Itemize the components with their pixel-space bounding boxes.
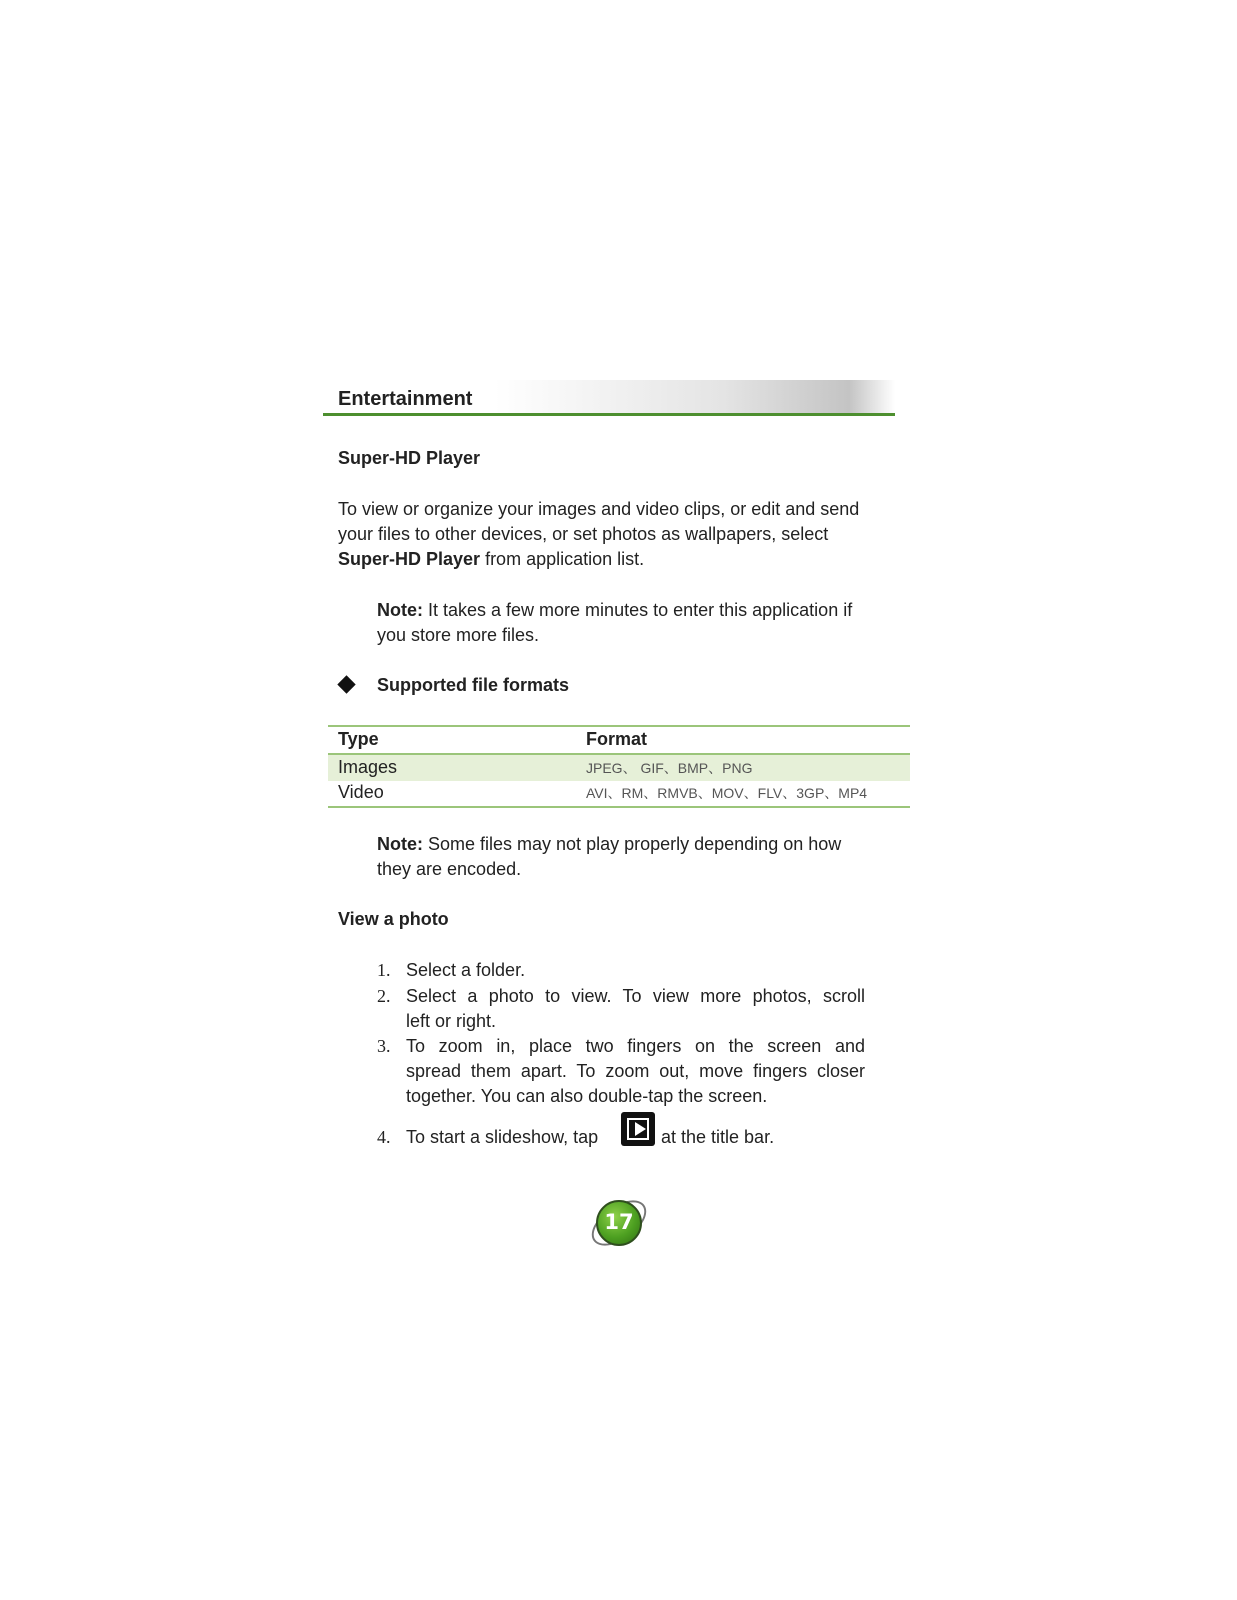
table-cell-format: AVI、RM、RMVB、MOV、FLV、3GP、MP4 — [586, 785, 868, 801]
intro-line-3-rest: from application list. — [480, 549, 645, 569]
step-line: Select a folder. — [406, 960, 526, 980]
step-line: spread them apart. To zoom out, move fingers closer — [406, 1061, 865, 1081]
note-1-label: Note: — [377, 600, 423, 620]
table-header-type: Type — [338, 729, 379, 749]
bullet-diamond-icon — [337, 675, 355, 693]
step-text — [406, 958, 865, 983]
step-line: Select a photo to view. To view more photos, scroll — [406, 986, 865, 1006]
table-cell-type: Video — [338, 782, 384, 802]
step-number: 3. — [377, 1036, 391, 1056]
step-text — [406, 1034, 865, 1109]
intro-line-3 — [338, 547, 898, 572]
note-2-label: Note: — [377, 834, 423, 854]
note-1-line-1 — [377, 598, 907, 623]
note-1 — [377, 598, 907, 648]
step-number: 1. — [377, 960, 391, 980]
note-2-line-1 — [377, 832, 907, 857]
player-heading: Super-HD Player — [338, 448, 481, 468]
note-2-line-2: they are encoded. — [377, 859, 522, 879]
step-line: To zoom in, place two fingers on the screen and — [406, 1036, 865, 1056]
view-photo-heading: View a photo — [338, 909, 449, 929]
play-triangle-icon — [635, 1122, 646, 1136]
step-line: together. You can also double-tap the screen. — [406, 1086, 768, 1106]
table-header-rule — [328, 753, 910, 755]
table-header-format: Format — [586, 729, 648, 749]
player-intro — [338, 497, 898, 572]
table-cell-type: Images — [338, 757, 398, 777]
note-2 — [377, 832, 907, 882]
intro-line-1: To view or organize your images and video clips, or edit and send — [338, 499, 860, 519]
step-text-before-icon: To start a slideshow, tap — [406, 1127, 599, 1147]
step-text-after-icon: at the title bar. — [661, 1127, 775, 1147]
step-line: left or right. — [406, 1011, 497, 1031]
intro-bold-app-name: Super-HD Player — [338, 549, 481, 569]
page-number: 17 — [604, 1210, 634, 1234]
intro-line-2: your files to other devices, or set photos as wallpapers, select — [338, 524, 829, 544]
section-title: Entertainment — [338, 388, 473, 410]
note-1-text: It takes a few more minutes to enter this application if — [423, 600, 853, 620]
step-number: 2. — [377, 986, 391, 1006]
note-2-text: Some files may not play properly depending on how — [423, 834, 842, 854]
table-cell-format: JPEG、 GIF、BMP、PNG — [586, 760, 753, 776]
step-number: 4. — [377, 1127, 391, 1147]
formats-heading: Supported file formats — [377, 675, 570, 695]
play-slideshow-icon — [621, 1112, 655, 1146]
table-bottom-rule — [328, 806, 910, 808]
note-1-line-2: you store more files. — [377, 625, 540, 645]
table-top-rule — [328, 725, 910, 727]
step-text — [406, 984, 865, 1034]
